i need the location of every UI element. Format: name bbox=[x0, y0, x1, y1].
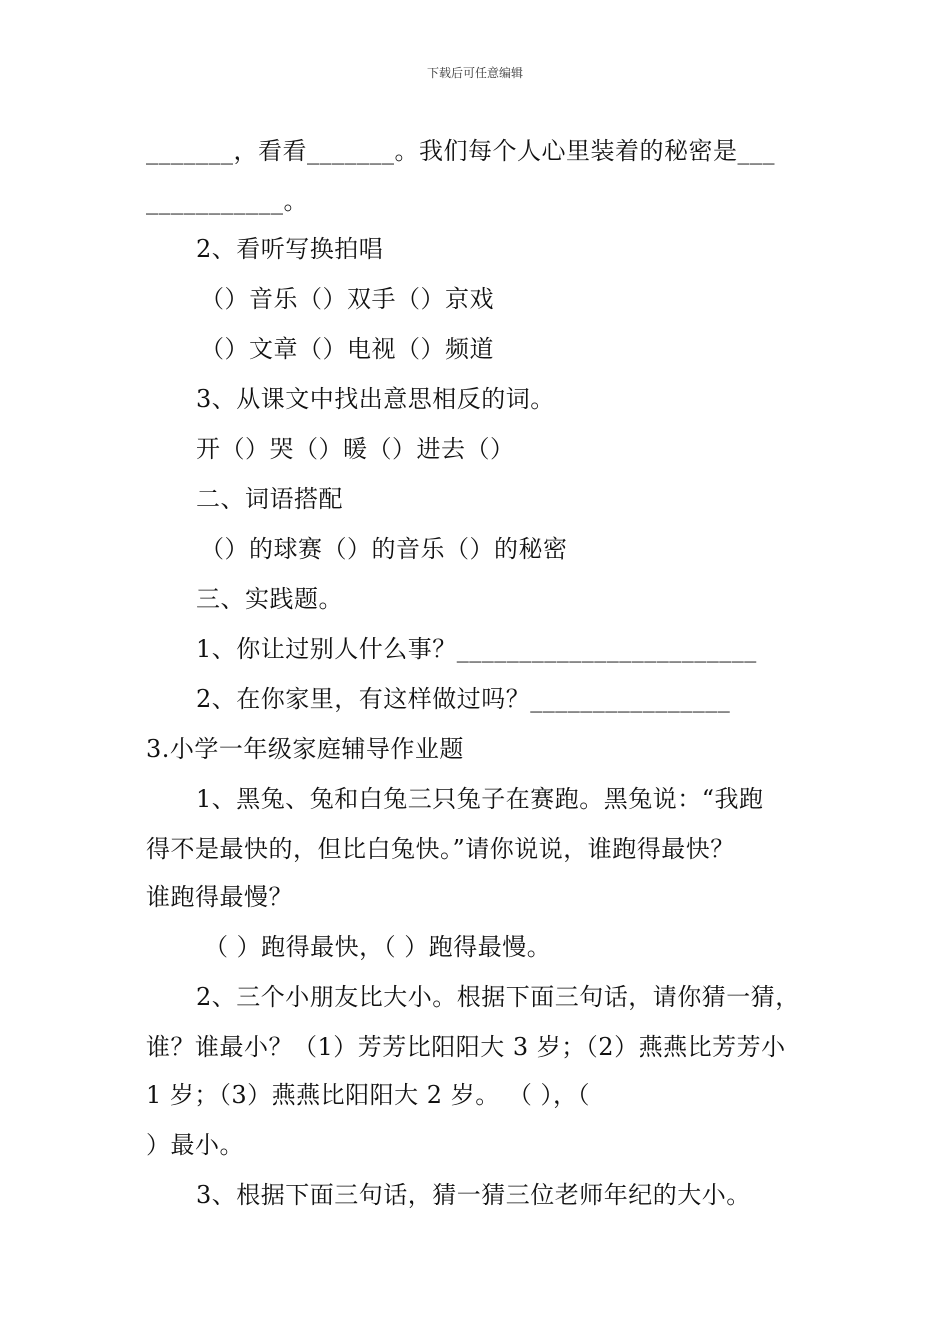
puzzle-3-line-1: 3、根据下面三句话，猜一猜三位老师年纪的大小。 bbox=[196, 1181, 751, 1209]
puzzle-1-answer: （ ）跑得最快，（ ）跑得最慢。 bbox=[204, 933, 552, 961]
antonym-line: 开（）哭（）暖（）进去（） bbox=[196, 435, 515, 463]
word-match-line: （）的球赛（）的音乐（）的秘密 bbox=[200, 535, 568, 563]
puzzle-1-line-1: 1、黑兔、兔和白兔三只兔子在赛跑。黑兔说：“我跑 bbox=[196, 785, 764, 813]
question-heading-3: 3、从课文中找出意思相反的词。 bbox=[196, 385, 555, 413]
fill-in-line-1: （）音乐（）双手（）京戏 bbox=[200, 285, 494, 313]
puzzle-2-line-3: 1 岁；（3）燕燕比阳阳大 2 岁。 （ ），（ bbox=[146, 1081, 590, 1109]
part-title: 3.小学一年级家庭辅导作业题 bbox=[146, 735, 464, 763]
fill-in-line-2: （）文章（）电视（）频道 bbox=[200, 335, 494, 363]
practice-question-2: 2、在你家里，有这样做过吗？________________ bbox=[196, 685, 731, 713]
text-line-blank-continued: ___________。 bbox=[146, 187, 308, 215]
puzzle-1-line-2: 得不是最快的，但比白兔快。”请你说说，谁跑得最快？ bbox=[146, 835, 735, 863]
puzzle-2-line-2: 谁？谁最小？（1）芳芳比阳阳大 3 岁；（2）燕燕比芳芳小 bbox=[146, 1033, 786, 1061]
section-heading-3: 三、实践题。 bbox=[196, 585, 343, 613]
puzzle-2-line-4: ）最小。 bbox=[146, 1131, 244, 1159]
section-heading-2: 二、词语搭配 bbox=[196, 485, 343, 513]
question-heading-2: 2、看听写换拍唱 bbox=[196, 235, 384, 263]
page-header: 下载后可任意编辑 bbox=[426, 66, 523, 80]
practice-question-1: 1、你让过别人什么事？________________________ bbox=[196, 635, 757, 663]
puzzle-2-line-1: 2、三个小朋友比大小。根据下面三句话，请你猜一猜， bbox=[196, 983, 800, 1011]
text-line-blanks: _______，看看_______。我们每个人心里装着的秘密是___ bbox=[146, 137, 775, 165]
puzzle-1-line-3: 谁跑得最慢？ bbox=[146, 883, 293, 911]
